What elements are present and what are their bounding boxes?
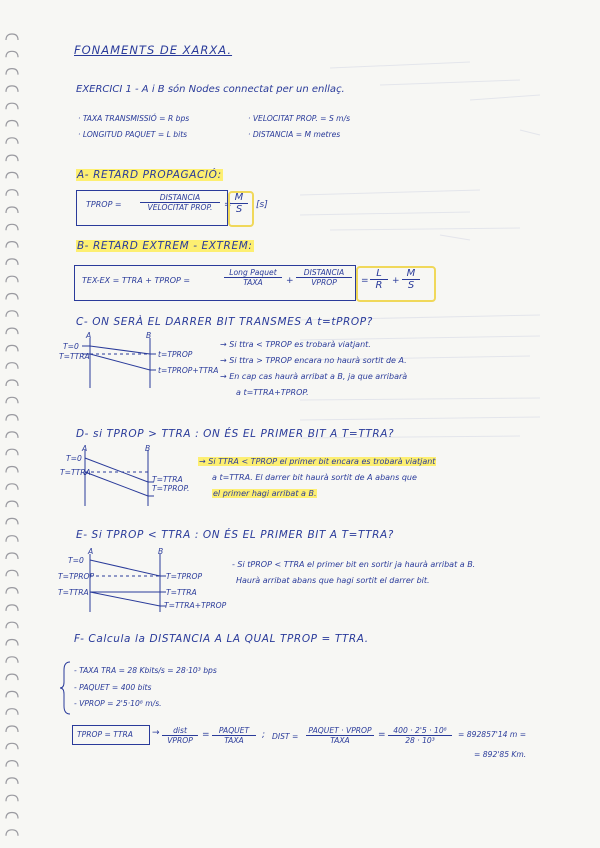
e-b-ttra: T=TTRA [166, 588, 197, 597]
f-arrow: → [152, 728, 160, 738]
spiral-ring [6, 138, 18, 144]
e-a-tprop: T=TPROP [58, 572, 95, 581]
c-line-4: a t=TTRA+TPROP. [236, 388, 309, 397]
section-b-equals: = [361, 276, 369, 286]
spiral-binding [2, 30, 20, 840]
section-a-fraction: DISTANCIA VELOCITAT PROP. [140, 193, 220, 212]
f-given-2: - PAQUET = 400 bits [74, 683, 152, 692]
section-a-result: $\frac{M}{S}$ [230, 192, 248, 215]
f-box-lhs: TPROP = TTRA [77, 730, 133, 739]
spiral-ring [6, 761, 18, 767]
spiral-ring [6, 657, 18, 663]
section-b-result-plus: + [392, 276, 400, 286]
c-label-a: A [86, 331, 92, 340]
section-b-result-2: $\frac{M}{S}$ [402, 268, 420, 291]
spiral-ring [6, 345, 18, 351]
e-t0: T=0 [68, 556, 84, 565]
spiral-ring [6, 536, 18, 542]
section-a-heading: A- RETARD PROPAGACIÓ: [77, 169, 222, 181]
section-a-equals: = [224, 200, 232, 210]
c-line-2: → Si ttra > TPROP encara no haurà sortit de A. [220, 356, 407, 365]
section-b-plus: + [286, 276, 294, 286]
spiral-ring [6, 778, 18, 784]
spiral-ring [6, 34, 18, 40]
section-f-heading: F- Calcula la DISTANCIA A LA QUAL TPROP = TTRA. [74, 633, 369, 645]
f-fraction-c: PAQUET · VPROP TAXA [306, 726, 374, 745]
d-label-a: A [82, 444, 88, 453]
spiral-ring [6, 415, 18, 421]
spiral-ring [6, 311, 18, 317]
d-label-b: B [145, 444, 151, 453]
spiral-ring [6, 294, 18, 300]
spiral-ring [6, 155, 18, 161]
spiral-ring [6, 605, 18, 611]
section-c-heading: C- ON SERÀ EL DARRER BIT TRANSMES A t=tPROP? [76, 316, 373, 328]
spiral-ring [6, 121, 18, 127]
spiral-ring [6, 51, 18, 57]
spiral-ring [6, 709, 18, 715]
spiral-ring [6, 795, 18, 801]
e-b-tprop: T=TPROP [166, 572, 203, 581]
spiral-ring [6, 172, 18, 178]
text-ex-label: TEX-EX = TTRA + TPROP = [82, 276, 191, 285]
spiral-ring [6, 432, 18, 438]
param-packet: · LONGITUD PAQUET = L bits [78, 130, 188, 139]
spiral-ring [6, 588, 18, 594]
f-fraction-a: dist VPROP [162, 726, 198, 745]
d-ttra: T=TTRA [60, 468, 91, 477]
d-t0: T=0 [66, 454, 82, 463]
param-rate: · TAXA TRANSMISSIÓ = R bps [78, 114, 190, 123]
d-b-tprop: T=TPROP. [152, 484, 190, 493]
spiral-ring [6, 69, 18, 75]
spiral-ring [6, 467, 18, 473]
spiral-ring [6, 103, 18, 109]
spiral-ring [6, 553, 18, 559]
f-eq-1: = [202, 730, 210, 740]
spiral-ring [6, 380, 18, 386]
f-given-3: - VPROP = 2'5·10⁸ m/s. [74, 699, 162, 708]
c-ttra: T=TTRA [59, 352, 90, 361]
c-t0: T=0 [63, 342, 79, 351]
spiral-ring [6, 190, 18, 196]
spiral-ring [6, 259, 18, 265]
c-tprop: t=TPROP [158, 350, 193, 359]
section-b-result-1: $\frac{L}{R}$ [370, 268, 388, 291]
spiral-ring [6, 397, 18, 403]
section-b-fraction-1: Long Paquet TAXA [224, 268, 282, 287]
tprop-label: TPROP = [86, 200, 122, 209]
e-label-a: A [88, 547, 94, 556]
param-distance: · DISTANCIA = M metres [248, 130, 341, 139]
page-title: FONAMENTS DE XARXA. [74, 43, 233, 57]
spiral-ring [6, 640, 18, 646]
spiral-ring [6, 813, 18, 819]
spiral-ring [6, 726, 18, 732]
spiral-ring [6, 242, 18, 248]
c-line-1: → Si ttra < TPROP es trobarà viatjant. [220, 340, 371, 349]
section-b-heading: B- RETARD EXTREM - EXTREM: [77, 240, 253, 252]
exercise-heading: EXERCICI 1 - A i B són Nodes connectat per un enllaç. [76, 84, 345, 95]
spiral-ring [6, 518, 18, 524]
spiral-ring [6, 484, 18, 490]
spiral-ring [6, 691, 18, 697]
spiral-ring [6, 86, 18, 92]
section-b-fraction-2: DISTANCIA VPROP [296, 268, 352, 287]
d-line-1: → Si TTRA < TPROP el primer bit encara es trobarà viatjant [199, 457, 436, 466]
spiral-ring [6, 224, 18, 230]
spiral-ring [6, 743, 18, 749]
d-line-3: el primer hagi arribat a B. [213, 489, 317, 498]
param-speed: · VELOCITAT PROP. = S m/s [248, 114, 351, 123]
f-given-1: - TAXA TRA = 28 Kbits/s = 28·10³ bps [74, 666, 217, 675]
e-label-b: B [158, 547, 164, 556]
e-line-1: - Si tPROP < TTRA el primer bit en sortir ja haurà arribat a B. [232, 560, 476, 569]
d-b-ttra: T=TTRA [152, 475, 183, 484]
spiral-ring [6, 830, 18, 836]
spiral-ring [6, 674, 18, 680]
section-d-heading: D- si TPROP > TTRA : ON ÉS EL PRIMER BIT A T=TTRA? [76, 428, 395, 440]
c-tsum: t=TPROP+TTRA [158, 366, 219, 375]
f-result-1: = 892857'14 m = [458, 730, 527, 739]
f-dist-label: DIST = [272, 732, 299, 741]
spiral-ring [6, 363, 18, 369]
c-line-3: → En cap cas haurà arribat a B, ja que arribarà [220, 372, 408, 381]
spiral-ring [6, 501, 18, 507]
f-result-2: = 892'85 Km. [474, 750, 527, 759]
spiral-ring [6, 570, 18, 576]
f-eq-2: = [378, 730, 386, 740]
f-separator: ; [262, 730, 266, 740]
spiral-ring [6, 622, 18, 628]
e-line-2: Haurà arribat abans que hagi sortit el darrer bit. [236, 576, 430, 585]
e-b-sum: T=TTRA+TPROP [164, 601, 227, 610]
c-label-b: B [146, 331, 152, 340]
e-a-ttra: T=TTRA [58, 588, 89, 597]
spiral-ring [6, 328, 18, 334]
spiral-ring [6, 207, 18, 213]
spiral-ring [6, 276, 18, 282]
f-fraction-d: $\frac{\text{400 · 2'5 · 10⁸}}{\text{28 · 10³}}$ [388, 726, 452, 745]
section-a-unit: [s] [256, 200, 268, 210]
spiral-ring [6, 449, 18, 455]
section-e-heading: E- Si TPROP < TTRA : ON ÉS EL PRIMER BIT A T=TTRA? [76, 529, 394, 541]
brace-icon [60, 660, 72, 716]
d-line-2: a t=TTRA. El darrer bit haurà sortit de A abans que [212, 473, 417, 482]
f-fraction-b: PAQUET TAXA [212, 726, 256, 745]
